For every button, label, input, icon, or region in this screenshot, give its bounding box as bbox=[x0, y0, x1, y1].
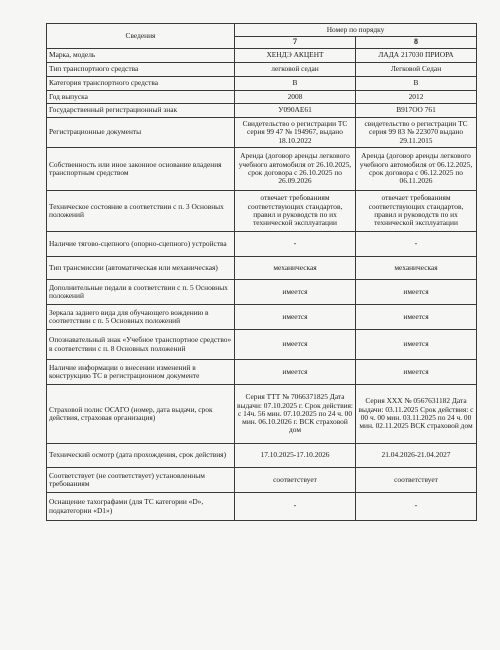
table-row bbox=[47, 360, 477, 385]
row-label: Страховой полис ОСАГО (номер, дата выдачи, срок действия, страховая организация) bbox=[47, 385, 235, 444]
row-value-7: Серия ТТТ № 7066371825 Дата выдачи: 07.10.2025 г. Срок действия: с 14ч. 56 мин. 07.10.2025 по 24 ч. 00 мин. 06.10.2026 г. ВСК страховой дом bbox=[235, 385, 356, 444]
row-label: Тип транспортного средства bbox=[47, 63, 235, 77]
row-label: Государственный регистрационный знак bbox=[47, 104, 235, 118]
row-label: Наличие информации о внесении изменений в конструкцию ТС в регистрационном документе bbox=[47, 360, 235, 385]
header-svedeniya: Сведения bbox=[47, 24, 235, 49]
table-row bbox=[47, 118, 477, 148]
row-value-7: - bbox=[235, 232, 356, 257]
row-value-8: соответствует bbox=[356, 468, 477, 493]
row-value-8: ЛАДА 217030 ПРИОРА bbox=[356, 49, 477, 63]
row-value-7: соответствует bbox=[235, 468, 356, 493]
row-value-7: Свидетельство о регистрации ТС серия 99 47 № 194967, выдано 18.10.2022 bbox=[235, 118, 356, 148]
table-row bbox=[47, 257, 477, 280]
row-label: Зеркала заднего вида для обучающего вождению в соответствии с п. 5 Основных положений bbox=[47, 305, 235, 330]
row-value-8: Серия ХХХ № 0567631182 Дата выдачи: 03.11.2025 Срок действия: с 00 ч. 00 мин. 03.11.2025 по 24 ч. 00 мин. 02.11.2025 ВСК страховой дом bbox=[356, 385, 477, 444]
table-row bbox=[47, 468, 477, 493]
row-value-8: - bbox=[356, 232, 477, 257]
row-value-8: В917ОО 761 bbox=[356, 104, 477, 118]
row-label: Оснащение тахографами (для ТС категории «D», подкатегории «D1») bbox=[47, 493, 235, 521]
table-row bbox=[47, 305, 477, 330]
row-value-7: механическая bbox=[235, 257, 356, 280]
row-value-7: имеется bbox=[235, 360, 356, 385]
table-row bbox=[47, 280, 477, 305]
row-label: Соответствует (не соответствует) установленным требованиям bbox=[47, 468, 235, 493]
table-row bbox=[47, 49, 477, 63]
header-col-8: 8 bbox=[356, 37, 477, 49]
row-value-7: У090АЕ61 bbox=[235, 104, 356, 118]
row-label: Технический осмотр (дата прохождения, срок действия) bbox=[47, 444, 235, 468]
row-label: Тип трансмиссии (автоматическая или механическая) bbox=[47, 257, 235, 280]
row-label: Опознавательный знак «Учебное транспортное средство» в соответствии с п. 8 Основных положений bbox=[47, 330, 235, 360]
table-row bbox=[47, 330, 477, 360]
row-value-7: 17.10.2025-17.10.2026 bbox=[235, 444, 356, 468]
table-row bbox=[47, 91, 477, 104]
row-value-7: отвечает требованиям соответствующих стандартов, правил и руководств по их технической эксплуатации bbox=[235, 191, 356, 232]
row-value-8: имеется bbox=[356, 360, 477, 385]
header-row bbox=[47, 24, 477, 37]
table-row bbox=[47, 493, 477, 521]
row-value-8: 21.04.2026-21.04.2027 bbox=[356, 444, 477, 468]
table-row bbox=[47, 191, 477, 232]
row-label: Наличие тягово-сцепного (опорно-сцепного) устройства bbox=[47, 232, 235, 257]
vehicle-info-table bbox=[46, 23, 477, 521]
row-value-8: Легковой Седан bbox=[356, 63, 477, 77]
row-value-7: Аренда (договор аренды легкового учебного автомобиля от 26.10.2025, срок договора с 26.10.2025 по 26.09.2026 bbox=[235, 148, 356, 191]
row-label: Марка, модель bbox=[47, 49, 235, 63]
row-value-8: механическая bbox=[356, 257, 477, 280]
row-label: Собственность или иное законное основание владения транспортным средством bbox=[47, 148, 235, 191]
row-value-7: легковой седан bbox=[235, 63, 356, 77]
row-label: Техническое состояние в соответствии с п. 3 Основных положений bbox=[47, 191, 235, 232]
row-value-8: Аренда (договор аренды легкового учебного автомобиля от 06.12.2025, срок договора с 06.12.2025 по 06.11.2026 bbox=[356, 148, 477, 191]
row-label: Дополнительные педали в соответствии с п. 5 Основных положений bbox=[47, 280, 235, 305]
table-row bbox=[47, 63, 477, 77]
header-nomer-po-poryadku: Номер по порядку bbox=[235, 24, 477, 37]
header-col-7: 7 bbox=[235, 37, 356, 49]
row-value-7: имеется bbox=[235, 305, 356, 330]
row-label: Регистрационные документы bbox=[47, 118, 235, 148]
row-value-8: имеется bbox=[356, 280, 477, 305]
row-value-8: В bbox=[356, 77, 477, 91]
row-value-7: 2008 bbox=[235, 91, 356, 104]
row-value-8: отвечает требованиям соответствующих стандартов, правил и руководств по их технической эксплуатации bbox=[356, 191, 477, 232]
row-value-8: имеется bbox=[356, 330, 477, 360]
row-value-8: - bbox=[356, 493, 477, 521]
table-row bbox=[47, 232, 477, 257]
table-row bbox=[47, 385, 477, 444]
row-value-8: имеется bbox=[356, 305, 477, 330]
row-label: Категория транспортного средства bbox=[47, 77, 235, 91]
row-label: Год выпуска bbox=[47, 91, 235, 104]
row-value-8: 2012 bbox=[356, 91, 477, 104]
table-row bbox=[47, 77, 477, 91]
row-value-7: ХЕНДЭ АКЦЕНТ bbox=[235, 49, 356, 63]
row-value-8: свидетельство о регистрации ТС серия 99 83 № 223070 выдано 29.11.2015 bbox=[356, 118, 477, 148]
row-value-7: имеется bbox=[235, 280, 356, 305]
row-value-7: имеется bbox=[235, 330, 356, 360]
table-row bbox=[47, 104, 477, 118]
row-value-7: В bbox=[235, 77, 356, 91]
table-row bbox=[47, 148, 477, 191]
row-value-7: - bbox=[235, 493, 356, 521]
table-row bbox=[47, 444, 477, 468]
